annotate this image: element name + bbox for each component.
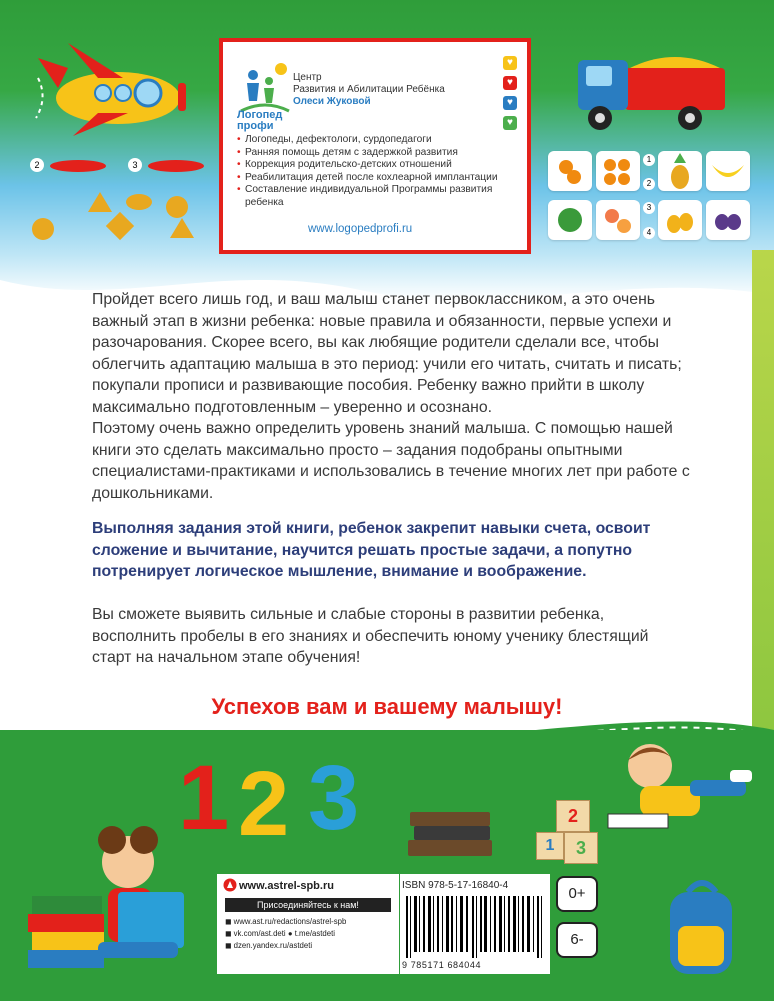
heart-icon: ♥ [503,76,517,90]
orange-icon [596,151,640,191]
heart-icons [503,56,517,136]
girl-reading-illustration [28,826,218,986]
red-oval [50,160,106,172]
number-three-character: 3 [308,747,360,849]
heart-icon: ♥ [503,56,517,70]
number-badge: 2 [30,158,44,172]
pear-icon [658,200,702,240]
orange-icon [548,151,592,191]
link-icon: ◼ [225,917,234,926]
triangle-shape [170,218,194,238]
astrel-logo-icon [223,878,237,892]
diamond-shape [106,212,134,240]
watermelon-icon [548,200,592,240]
publisher-website[interactable]: www.astrel-spb.ru [239,880,334,892]
red-oval [148,160,204,172]
plum-icon [706,200,750,240]
barcode-number: 9 785171 684044 [402,960,482,970]
triangle-shape [88,192,112,212]
isbn-block [400,874,550,974]
number-badge: 4 [643,227,655,239]
social-link[interactable] [225,940,346,952]
logoped-info-box [219,38,531,254]
circle-shape [166,196,188,218]
dzen-icon: ◼ [225,941,234,950]
social-link[interactable] [225,916,346,928]
services-list [237,134,515,209]
circle-shape [32,218,54,240]
banana-icon [706,151,750,191]
ast-link[interactable]: www.ast.ru/redactions/astrel-spb [233,917,347,926]
age-rating-badge: 6- [556,922,598,958]
fruit-card-plums [706,200,750,240]
age-rating-badge: 0+ [556,876,598,912]
block: 1 [536,832,564,860]
block: 2 [556,800,590,832]
number-badge: 2 [643,178,655,190]
backpack-illustration [664,878,740,978]
service-item: • Составление индивидуальной Программы развития ребенка [237,184,515,209]
airplane-illustration [28,38,198,138]
closing-paragraph: Вы сможете выявить сильные и слабые стороны в развитии ребенка, восполнить пробелы в его знаниях и обеспечить юному ученику блестящий старт на начальном этапе обучения! [92,606,649,666]
service-item: • Ранняя помощь детям с задержкой развития [237,147,515,160]
social-link[interactable] [225,928,346,940]
number-badge: 3 [128,158,142,172]
intro-text-part2: Поэтому очень важно определить уровень знаний малыша. С помощью нашей книги это сделать максимально просто – задания подобраны опытными специалистами-практиками и использовались в течение многих лет при работе с дошкольниками. [92,420,690,502]
logo-text-line1: Логопед [237,109,283,121]
book-stack-illustration [408,808,496,862]
logo-text-line2: профи [237,120,274,132]
right-decor-strip [752,250,774,750]
number-two-character: 2 [238,753,290,855]
center-title [293,72,445,108]
join-us-banner: Присоединяйтесь к нам! [225,898,391,912]
service-item: • Реабилитация детей после кохлеарной имплантации [237,172,515,185]
center-title-line2: Развития и Абилитации Ребёнка [293,84,445,95]
oval-shape [126,194,152,210]
telegram-link[interactable]: t.me/astdeti [294,929,336,938]
peach-icon [596,200,640,240]
fruit-card-bananas [706,151,750,191]
website-link[interactable]: www.logopedprofi.ru [308,223,413,235]
publisher-info [217,874,399,974]
dzen-link[interactable]: dzen.yandex.ru/astdeti [233,941,313,950]
barcode-icon [402,896,548,958]
shapes-puzzle [30,156,210,246]
fruit-card-pears [658,200,702,240]
boy-reading-illustration [600,730,760,850]
intro-paragraph [92,289,692,504]
pineapple-icon [658,151,702,191]
heart-icon: ♥ [503,116,517,130]
fruit-card-oranges [596,151,640,191]
service-item: • Логопеды, дефектологи, сурдопедагоги [237,134,515,147]
vk-icon: ◼ [225,929,234,938]
heart-icon: ♥ [503,96,517,110]
isbn-number: ISBN 978-5-17-16840-4 [402,880,509,891]
number-one-character: 1 [178,747,230,849]
number-badge: 1 [643,154,655,166]
fruit-card-watermelon [548,200,592,240]
service-item: • Коррекция родительско-детских отношений [237,159,515,172]
center-title-line3: Олеси Жуковой [293,96,371,107]
social-links [225,916,346,952]
number-badge: 3 [643,202,655,214]
truck-illustration [570,46,730,136]
fruit-card-pineapple [658,151,702,191]
center-title-line1: Центр [293,72,322,83]
telegram-icon: ● [287,929,295,938]
fruit-card-oranges [548,151,592,191]
block: 3 [564,832,598,864]
logo-text [237,110,297,132]
fruit-card-peaches [596,200,640,240]
intro-text-part1: Пройдет всего лишь год, и ваш малыш станет первоклассником, а это очень важный этап в жизни ребенка: новые правила и обязанности, первые успехи и разочарования. Скорее всего, вы как любящие родители сделали все, чтобы облегчить адаптацию малыша в это период: учили его читать, считать и писать; покупали прописи и развивающие пособия. Ребенку важно прийти в школу максимально подготовленным – уверенно и осознано. [92,291,682,416]
highlight-paragraph: Выполняя задания этой книги, ребенок закрепит навыки счета, освоит сложение и вычитание, научится решать простые задачи, а попутно потренирует логическое мышление, внимание и воображение. [92,520,651,580]
vk-link[interactable]: vk.com/ast.deti [233,929,286,938]
slogan-heading: Успехов вам и вашему малышу! [211,694,563,719]
